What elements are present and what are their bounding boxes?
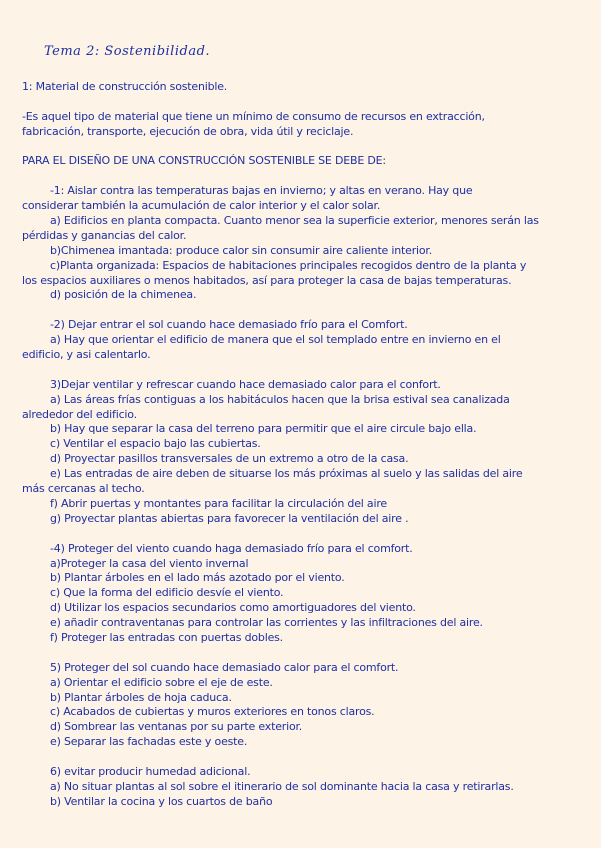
text-line: f) Proteger las entradas con puertas dobles. — [50, 630, 283, 644]
text-line: c)Planta organizada: Espacios de habitaciones principales recogidos dentro de la planta y — [50, 258, 527, 272]
page-title: Tema 2: Sostenibilidad. — [44, 44, 211, 59]
blank-line — [22, 95, 577, 110]
text-line: b) Hay que separar la casa del terreno para permitir que el aire circule bajo ella. — [50, 422, 477, 436]
text-line: f) Abrir puertas y montantes para facilitar la circulación del aire — [50, 496, 387, 510]
text-line: c) Que la forma del edificio desvíe el viento. — [50, 586, 284, 600]
text-line: e) Las entradas de aire deben de situarse los más próximas al suelo y las salidas del aire — [50, 467, 523, 481]
text-line: a) Orientar el edificio sobre el eje de este. — [50, 675, 273, 689]
text-line: -Es aquel tipo de material que tiene un mínimo de consumo de recursos en extracción, — [22, 109, 485, 123]
text-line: 5) Proteger del sol cuando hace demasiado calor para el comfort. — [50, 660, 399, 674]
text-line: considerar también la acumulación de calor interior y el calor solar. — [22, 199, 381, 213]
blank-line — [22, 646, 577, 661]
text-line: PARA EL DISEÑO DE UNA CONSTRUCCIÓN SOSTENIBLE SE DEBE DE: — [22, 154, 386, 168]
text-line: 3)Dejar ventilar y refrescar cuando hace demasiado calor para el confort. — [50, 377, 441, 391]
text-line: g) Proyectar plantas abiertas para favorecer la ventilación del aire . — [50, 511, 409, 525]
document-body — [22, 80, 577, 810]
text-line: d) posición de la chimenea. — [50, 288, 197, 302]
text-line: c) Acabados de cubiertas y muros exteriores en tonos claros. — [50, 705, 375, 719]
text-line: edificio, y asi calentarlo. — [22, 348, 151, 362]
text-line: c) Ventilar el espacio bajo las cubiertas. — [50, 437, 261, 451]
blank-line — [22, 363, 577, 378]
text-line: los espacios auxiliares o menos habitados, así para proteger la casa de bajas temperaturas. — [22, 273, 512, 287]
text-line: a) Las áreas frías contiguas a los habitáculos hacen que la brisa estival sea canalizada — [50, 392, 510, 406]
text-line: fabricación, transporte, ejecución de obra, vida útil y reciclaje. — [22, 124, 354, 138]
text-line: -4) Proteger del viento cuando haga demasiado frío para el comfort. — [50, 541, 413, 555]
text-line: e) Separar las fachadas este y oeste. — [50, 735, 248, 749]
text-line: 1: Material de construcción sostenible. — [22, 80, 228, 93]
text-line: alrededor del edificio. — [22, 407, 137, 421]
text-line: b) Plantar árboles de hoja caduca. — [50, 690, 232, 704]
text-line: b) Ventilar la cocina y los cuartos de baño — [50, 794, 273, 808]
text-line: 6) evitar producir humedad adicional. — [50, 764, 251, 778]
text-line: a) No situar plantas al sol sobre el itinerario de sol dominante hacia la casa y retirarlas. — [50, 779, 514, 793]
text-line: d) Utilizar los espacios secundarios como amortiguadores del viento. — [50, 601, 416, 615]
blank-line — [22, 750, 577, 765]
text-line: más cercanas al techo. — [22, 482, 145, 496]
blank-line — [22, 303, 577, 318]
text-line: b)Chimenea imantada: produce calor sin consumir aire caliente interior. — [50, 243, 433, 257]
text-line: d) Sombrear las ventanas por su parte exterior. — [50, 720, 303, 734]
text-line: pérdidas y ganancias del calor. — [22, 228, 187, 242]
blank-line — [22, 527, 577, 542]
text-line: a) Hay que orientar el edificio de manera que el sol templado entre en invierno en el — [50, 333, 501, 347]
text-line: a)Proteger la casa del viento invernal — [50, 556, 249, 570]
text-line: a) Edificios en planta compacta. Cuanto menor sea la superficie exterior, menores serán las — [50, 214, 539, 228]
text-line: -2) Dejar entrar el sol cuando hace demasiado frío para el Comfort. — [50, 318, 408, 332]
blank-line — [22, 140, 577, 155]
text-line: e) añadir contraventanas para controlar las corrientes y las infiltraciones del aire. — [50, 616, 483, 630]
blank-line — [22, 169, 577, 184]
text-line: -1: Aislar contra las temperaturas bajas en invierno; y altas en verano. Hay que — [50, 184, 473, 198]
text-line: b) Plantar árboles en el lado más azotado por el viento. — [50, 571, 345, 585]
text-line: d) Proyectar pasillos transversales de un extremo a otro de la casa. — [50, 452, 409, 466]
